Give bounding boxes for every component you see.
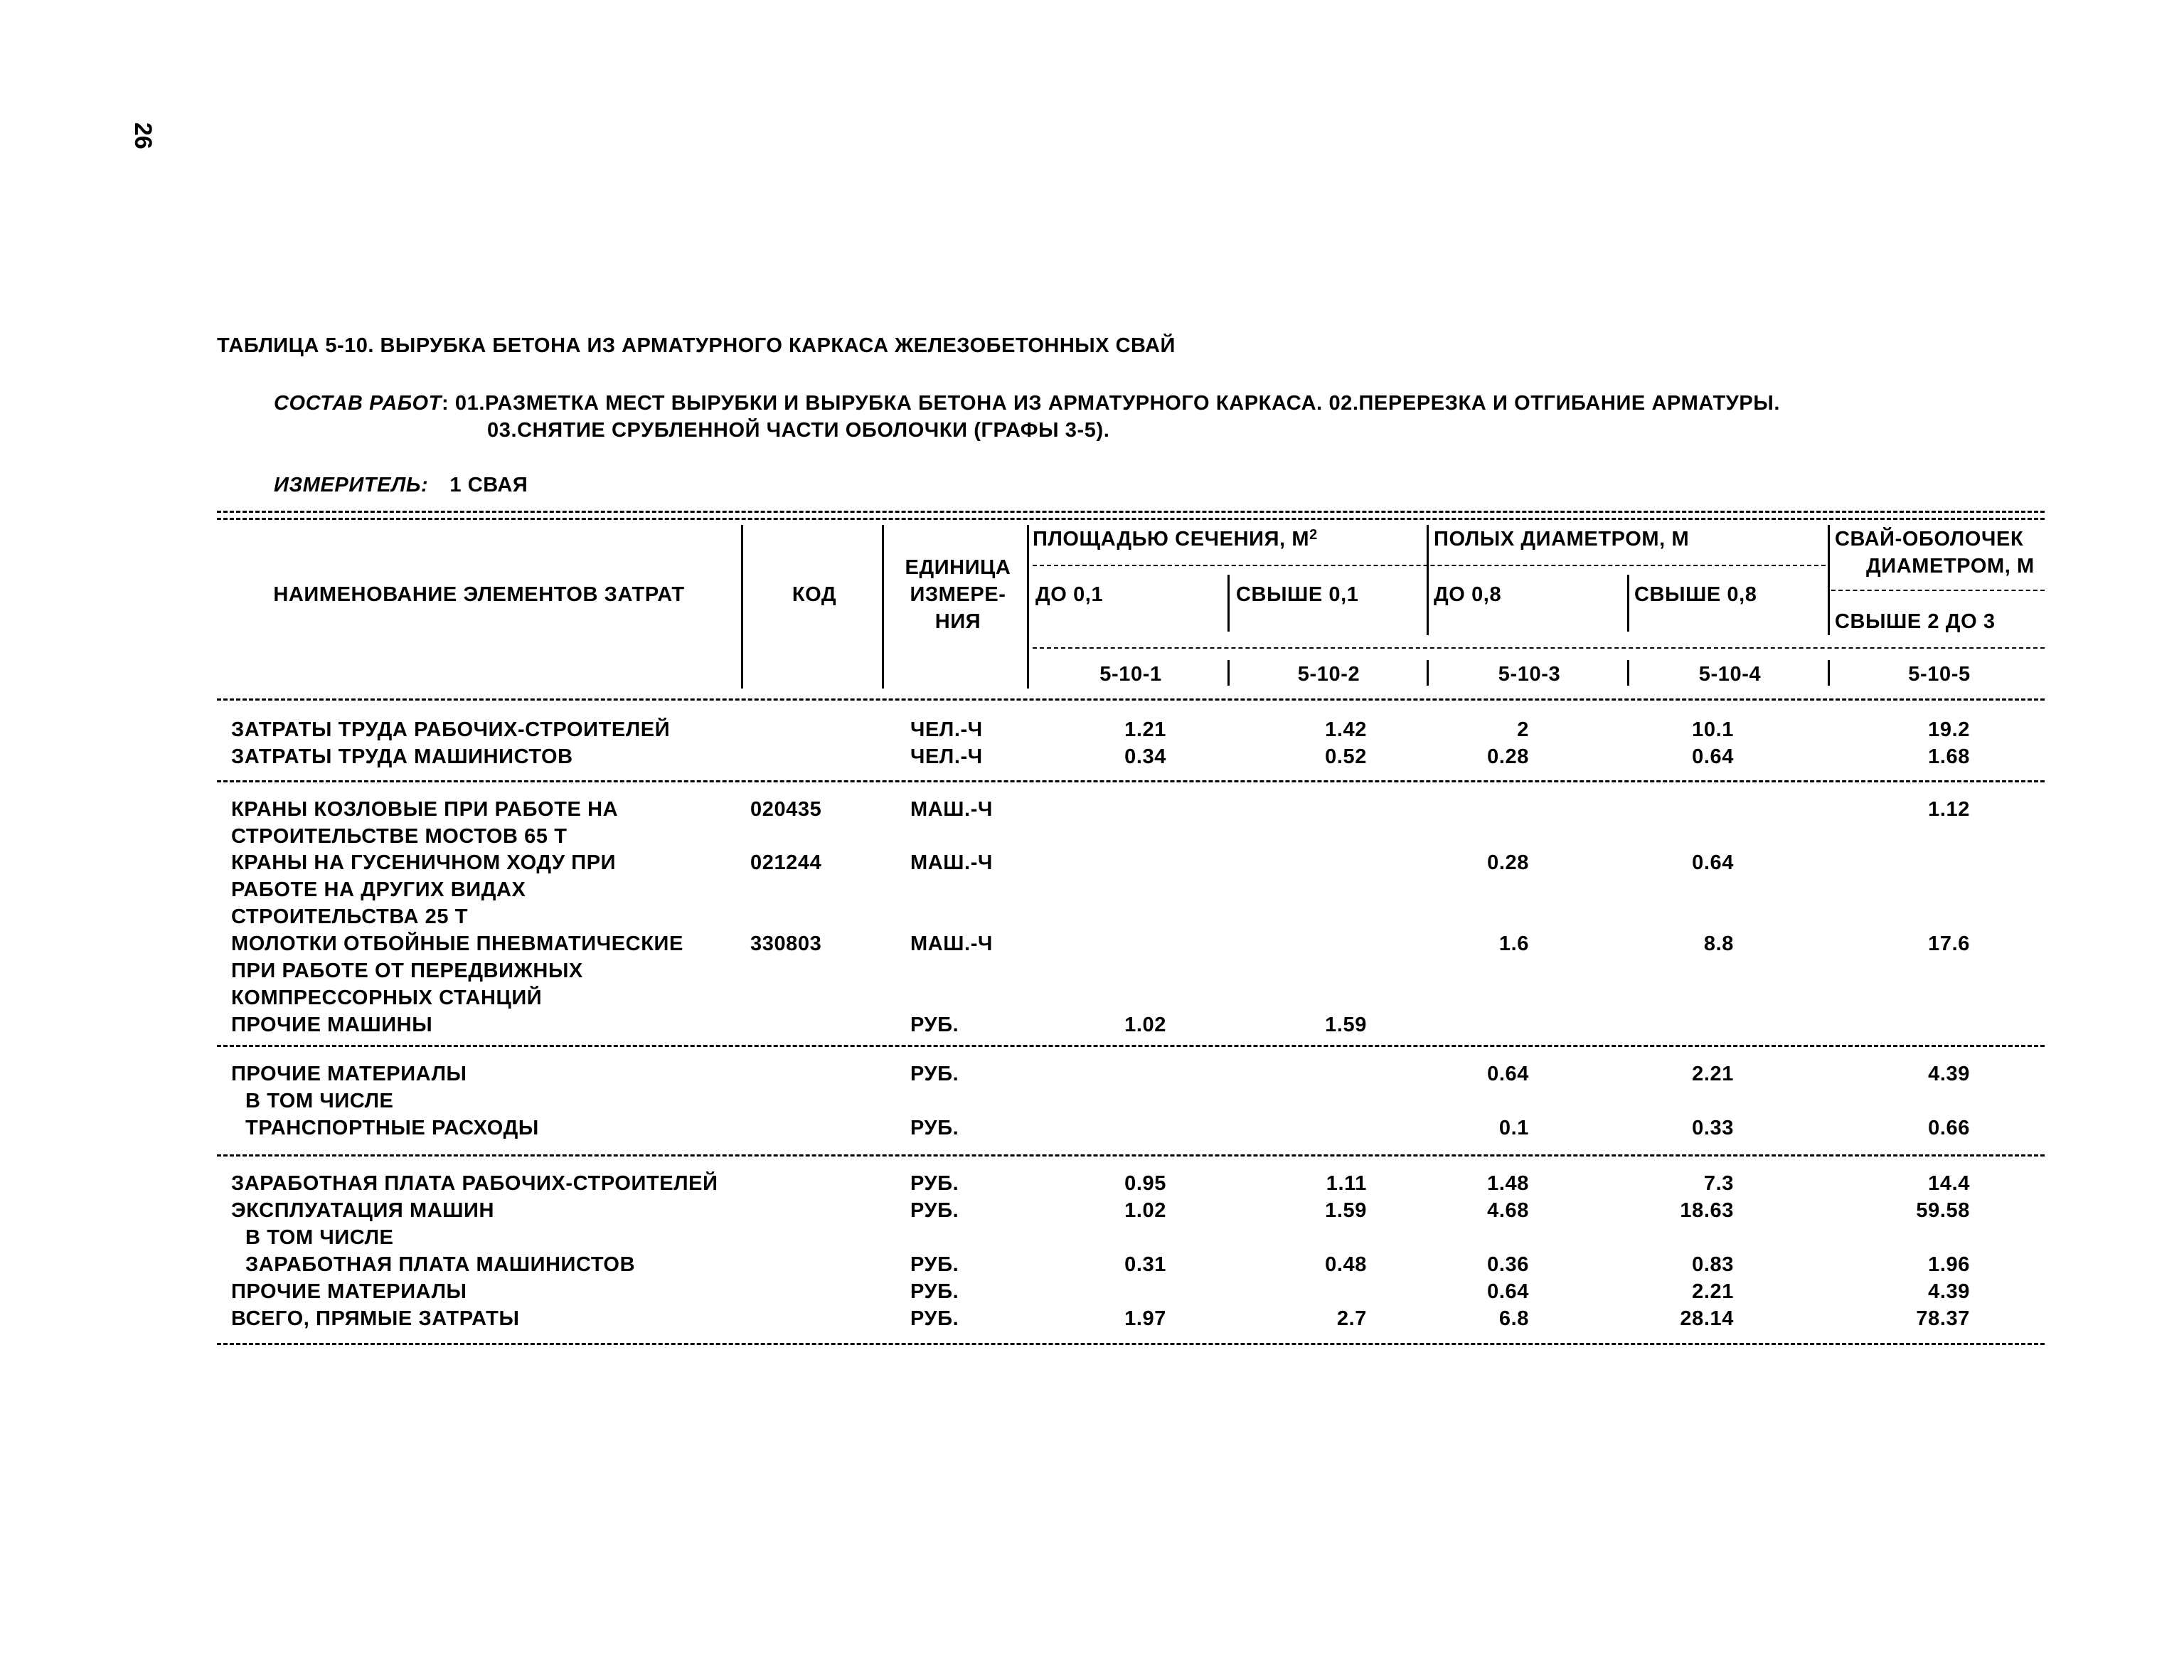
header-divider-group-hollow [1828, 525, 1830, 635]
row-name: КОМПРЕССОРНЫХ СТАНЦИЙ [231, 987, 543, 1009]
row-name: В ТОМ ЧИСЛЕ [245, 1090, 394, 1112]
row-value: 8.8 [1703, 932, 1734, 955]
header-bottom-rule [217, 698, 2045, 701]
row-unit: РУБ. [910, 1172, 959, 1195]
row-value: 28.14 [1680, 1307, 1734, 1330]
measure-label: ИЗМЕРИТЕЛЬ: [274, 474, 429, 496]
row-value: 10.1 [1692, 718, 1734, 741]
row-value: 1.42 [1325, 718, 1367, 741]
row-name: ЗАТРАТЫ ТРУДА РАБОЧИХ-СТРОИТЕЛЕЙ [231, 718, 671, 741]
row-code: 330803 [750, 932, 822, 955]
row-name: СТРОИТЕЛЬСТВА 25 Т [231, 905, 469, 928]
row-value: 0.64 [1487, 1280, 1529, 1303]
row-value: 1.48 [1487, 1172, 1529, 1195]
row-value: 4.68 [1487, 1199, 1529, 1222]
row-value: 2.7 [1336, 1307, 1367, 1330]
row-value: 1.12 [1928, 798, 1970, 821]
row-name: ЭКСПЛУАТАЦИЯ МАШИН [231, 1199, 495, 1222]
header-rule-shell [1831, 590, 2045, 591]
row-value: 17.6 [1928, 932, 1970, 955]
row-value: 0.34 [1124, 745, 1166, 768]
row-value: 1.21 [1124, 718, 1166, 741]
row-unit: РУБ. [910, 1307, 959, 1330]
measure-value: 1 СВАЯ [449, 474, 528, 496]
header-divider-col3-col4 [1627, 575, 1629, 632]
row-value: 0.64 [1692, 851, 1734, 874]
row-value: 0.64 [1487, 1063, 1529, 1085]
header-unit-2: ИЗМЕРЕ- [910, 583, 1006, 606]
row-name: ПРОЧИЕ МАТЕРИАЛЫ [231, 1063, 467, 1085]
row-value: 0.64 [1692, 745, 1734, 768]
row-value: 7.3 [1703, 1172, 1734, 1195]
row-value: 4.39 [1928, 1280, 1970, 1303]
header-sub-1: ДО 0,1 [1035, 583, 1104, 606]
row-unit: РУБ. [910, 1014, 959, 1036]
row-name: СТРОИТЕЛЬСТВЕ МОСТОВ 65 Т [231, 825, 568, 848]
row-value: 6.8 [1498, 1307, 1529, 1330]
work-composition [274, 390, 1780, 444]
row-name: КРАНЫ НА ГУСЕНИЧНОМ ХОДУ ПРИ [231, 851, 617, 874]
header-code-4: 5-10-4 [1698, 663, 1762, 686]
row-unit: ЧЕЛ.-Ч [910, 745, 983, 768]
row-value: 1.59 [1325, 1014, 1367, 1036]
row-value: 0.28 [1487, 745, 1529, 768]
row-unit: МАШ.-Ч [910, 798, 993, 821]
row-name: В ТОМ ЧИСЛЕ [245, 1226, 394, 1249]
row-name: МОЛОТКИ ОТБОЙНЫЕ ПНЕВМАТИЧЕСКИЕ [231, 932, 683, 955]
row-value: 4.39 [1928, 1063, 1970, 1085]
row-name: ВСЕГО, ПРЯМЫЕ ЗАТРАТЫ [231, 1307, 520, 1330]
header-divider-unit-groups [1027, 525, 1029, 689]
header-group-shell-2: ДИАМЕТРОМ, М [1866, 555, 2035, 578]
row-code: 021244 [750, 851, 822, 874]
row-value: 1.68 [1928, 745, 1970, 768]
row-unit: ЧЕЛ.-Ч [910, 718, 983, 741]
composition-line-1: : 01.РАЗМЕТКА МЕСТ ВЫРУБКИ И ВЫРУБКА БЕТОНА ИЗ АРМАТУРНОГО КАРКАСА. 02.ПЕРЕРЕЗКА И ОТГИБАНИЕ АРМАТУРЫ. [441, 392, 1781, 415]
measure-unit [274, 474, 528, 497]
row-value: 1.59 [1325, 1199, 1367, 1222]
composition-line-2: 03.СНЯТИЕ СРУБЛЕННОЙ ЧАСТИ ОБОЛОЧКИ (ГРАФЫ 3-5). [487, 419, 1110, 442]
header-unit-1: ЕДИНИЦА [905, 556, 1011, 579]
header-divider-col1-col2 [1227, 575, 1230, 632]
section-rule-2 [217, 1045, 2045, 1047]
table-top-rule [217, 511, 2045, 513]
row-value: 0.48 [1325, 1253, 1367, 1276]
row-value: 0.1 [1498, 1117, 1529, 1139]
row-unit: РУБ. [910, 1253, 959, 1276]
header-divider-group-area [1427, 525, 1429, 635]
code-divider-2 [1427, 660, 1429, 686]
row-value: 1.97 [1124, 1307, 1166, 1330]
row-value: 59.58 [1916, 1199, 1970, 1222]
row-value: 0.28 [1487, 851, 1529, 874]
header-rule-codes [1033, 647, 2045, 649]
header-code-5: 5-10-5 [1908, 663, 1971, 686]
row-value: 78.37 [1916, 1307, 1970, 1330]
row-value: 1.02 [1124, 1014, 1166, 1036]
row-value: 14.4 [1928, 1172, 1970, 1195]
table-top-rule-2 [217, 518, 2045, 520]
table-title: ТАБЛИЦА 5-10. ВЫРУБКА БЕТОНА ИЗ АРМАТУРНОГО КАРКАСА ЖЕЛЕЗОБЕТОННЫХ СВАЙ [217, 334, 1176, 357]
row-value: 0.33 [1692, 1117, 1734, 1139]
row-name: ПРОЧИЕ МАШИНЫ [231, 1014, 433, 1036]
row-name: КРАНЫ КОЗЛОВЫЕ ПРИ РАБОТЕ НА [231, 798, 619, 821]
header-group-area-sup: 2 [1309, 527, 1318, 543]
header-sub-4: СВЫШЕ 0,8 [1634, 583, 1757, 606]
header-divider-name-code [741, 525, 743, 689]
row-name: ТРАНСПОРТНЫЕ РАСХОДЫ [245, 1117, 539, 1139]
row-value: 2.21 [1692, 1280, 1734, 1303]
header-name: НАИМЕНОВАНИЕ ЭЛЕМЕНТОВ ЗАТРАТ [273, 583, 685, 606]
row-value: 19.2 [1928, 718, 1970, 741]
row-unit: РУБ. [910, 1117, 959, 1139]
header-code-1: 5-10-1 [1099, 663, 1162, 686]
code-divider-1 [1227, 660, 1230, 686]
row-unit: РУБ. [910, 1063, 959, 1085]
row-value: 18.63 [1680, 1199, 1734, 1222]
header-unit-3: НИЯ [934, 610, 981, 633]
row-value: 0.52 [1325, 745, 1367, 768]
header-group-area [1033, 526, 1318, 553]
header-sub-2: СВЫШЕ 0,1 [1236, 583, 1359, 606]
row-name: РАБОТЕ НА ДРУГИХ ВИДАХ [231, 878, 526, 901]
code-divider-4 [1828, 660, 1830, 686]
header-code-2: 5-10-2 [1297, 663, 1360, 686]
composition-label: СОСТАВ РАБОТ [274, 392, 442, 415]
page-number: 26 [129, 122, 156, 149]
header-group-area-text: ПЛОЩАДЬЮ СЕЧЕНИЯ, М [1033, 528, 1310, 551]
row-name: ПРОЧИЕ МАТЕРИАЛЫ [231, 1280, 467, 1303]
row-value: 1.02 [1124, 1199, 1166, 1222]
row-unit: РУБ. [910, 1199, 959, 1222]
header-sub-3: ДО 0,8 [1434, 583, 1502, 606]
header-group-shell-1: СВАЙ-ОБОЛОЧЕК [1835, 528, 2024, 551]
row-value: 0.83 [1692, 1253, 1734, 1276]
code-divider-3 [1627, 660, 1629, 686]
row-value: 0.36 [1487, 1253, 1529, 1276]
header-code: КОД [792, 583, 837, 606]
row-value: 2 [1517, 718, 1529, 741]
row-unit: РУБ. [910, 1280, 959, 1303]
table-bottom-rule [217, 1343, 2045, 1345]
section-rule-3 [217, 1154, 2045, 1157]
row-name: ЗАРАБОТНАЯ ПЛАТА РАБОЧИХ-СТРОИТЕЛЕЙ [231, 1172, 718, 1195]
row-value: 0.31 [1124, 1253, 1166, 1276]
header-code-3: 5-10-3 [1498, 663, 1561, 686]
row-value: 1.96 [1928, 1253, 1970, 1276]
header-divider-code-unit [882, 525, 884, 689]
row-unit: МАШ.-Ч [910, 851, 993, 874]
row-name: ЗАТРАТЫ ТРУДА МАШИНИСТОВ [231, 745, 573, 768]
row-name: ЗАРАБОТНАЯ ПЛАТА МАШИНИСТОВ [245, 1253, 636, 1276]
row-value: 1.11 [1326, 1172, 1367, 1195]
header-group-hollow: ПОЛЫХ ДИАМЕТРОМ, М [1434, 528, 1690, 551]
row-name: ПРИ РАБОТЕ ОТ ПЕРЕДВИЖНЫХ [231, 959, 583, 982]
row-value: 0.66 [1928, 1117, 1970, 1139]
section-rule-1 [217, 780, 2045, 782]
header-rule-groups [1033, 565, 1826, 566]
row-code: 020435 [750, 798, 822, 821]
row-value: 2.21 [1692, 1063, 1734, 1085]
row-value: 1.6 [1498, 932, 1529, 955]
header-sub-5: СВЫШЕ 2 ДО 3 [1835, 610, 1996, 633]
row-value: 0.95 [1124, 1172, 1166, 1195]
row-unit: МАШ.-Ч [910, 932, 993, 955]
